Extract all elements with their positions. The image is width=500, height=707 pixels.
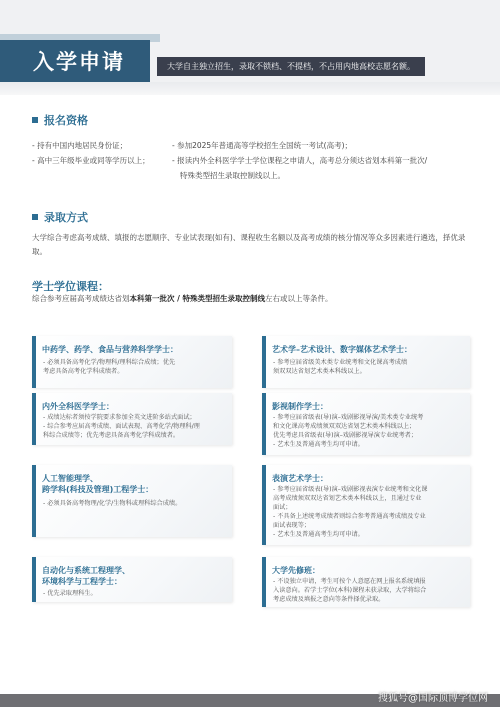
program-card xyxy=(32,465,232,537)
program-card xyxy=(32,393,232,445)
card-title: 内外全科医学学士： xyxy=(42,402,114,411)
program-card xyxy=(32,557,232,602)
desc-prefix: 综合参考应届高考成绩达省划 xyxy=(32,294,130,303)
card-title: 大学先修班： xyxy=(272,566,320,575)
card-body: - 必须具备高考化学/物理科/理科综合成绩；优先 考虑具备高考化学科成绩者。 xyxy=(43,359,176,375)
desc-bold: 本科第一批次 / 特殊类型招生录取控制线 xyxy=(129,294,265,303)
bachelor-desc xyxy=(32,293,332,304)
square-icon xyxy=(32,117,38,123)
square-icon xyxy=(32,214,38,220)
card-title: 影视制作学士： xyxy=(272,402,328,411)
card-title: 表演艺术学士： xyxy=(272,474,328,483)
card-title: 人工智能理学、 跨学科(科技及管理)工程学士： xyxy=(42,474,154,494)
page-title: 入学申请 xyxy=(33,50,125,74)
eligibility-right xyxy=(172,140,482,181)
card-body: - 不设独立申请，考生可按个人意愿在网上报名系统填报 入读意向。若学士学位(本科)课程未获录取，大学将综合 考虑成绩及填报之意向等条件择优录取。 xyxy=(273,578,427,603)
program-card xyxy=(262,336,470,388)
admission-heading xyxy=(32,209,88,225)
card-body: - 成绩达标者须按学院要求参加全英文进阶多站式面试； - 综合参考应届高考成绩、面试表现、高考化学/物理科/理 科综合成绩等；优先考虑具备高考化学科成绩者。 xyxy=(43,414,200,439)
requirement-item: - 持有中国内地居民身份证； xyxy=(32,141,128,150)
requirement-item: - 高中三年级毕业或同等学历以上； xyxy=(32,156,150,165)
card-title: 中药学、药学、食品与营养科学学士： xyxy=(42,345,178,354)
program-card xyxy=(32,336,232,388)
watermark: 搜狐号@国际顶博学位网 xyxy=(378,693,488,704)
header-shadow xyxy=(0,82,500,95)
program-card xyxy=(262,557,470,607)
header-note: 大学自主独立招生，录取不锁档、不提档，不占用内地高校志愿名额。 xyxy=(157,57,425,76)
card-body: - 参考应届省级表(导)演–戏剧影视表演专业统考和文化课 高考成绩须双双达省划艺术类本科线以上，且通过专业 面试； - 不具备上述统考成绩者则综合参考普通高考成绩及专业 面试表现等； - 艺术生及普通高考生均可申请。 xyxy=(273,486,428,538)
card-body: - 必须具备高考物理/化学/生物科或理科综合成绩。 xyxy=(43,500,182,507)
bachelor-title: 学士学位课程： xyxy=(32,280,109,293)
program-card xyxy=(262,465,470,545)
requirement-item: - 参加2025年普通高等学校招生全国统一考试(高考)； xyxy=(172,141,353,150)
card-title: 自动化与系统工程理学、 环境科学与工程学士： xyxy=(42,566,130,586)
requirement-item: 特殊类型招生录取控制线以上。 xyxy=(180,171,285,180)
eligibility-title: 报名资格 xyxy=(44,114,88,127)
program-card xyxy=(262,393,470,455)
card-body: - 优先录取理科生。 xyxy=(43,590,97,597)
card-body: - 参考应届省级表(导)演–戏剧影视导演/美术类专业统考 和文化课高考成绩须双双达省划艺术类本科线以上； 优先考虑具省级表(导)演–戏剧影视导演专业统考者； - 艺术生及普通高考生均可申请。 xyxy=(273,414,424,448)
admission-text: 大学综合考虑高考成绩、填报的志愿顺序、专业试表现(如有)、课程收生名额以及高考成绩的核分情况等众多因素进行遴选，择优录取。 xyxy=(32,233,466,256)
admission-title: 录取方式 xyxy=(44,211,88,224)
card-title: 艺术学–艺术设计、数字媒体艺术学士： xyxy=(272,345,412,354)
desc-suffix: 左右或以上等条件。 xyxy=(264,294,333,303)
card-body: - 参考应届省级美术类专业统考和文化课高考成绩 须双双达省划艺术类本科线以上。 xyxy=(273,359,408,375)
requirement-item: - 报读内外全科医学学士学位课程之申请人，高考总分须达省划本科第一批次/ xyxy=(172,156,428,165)
eligibility-left xyxy=(32,140,150,166)
eligibility-heading xyxy=(32,112,88,128)
